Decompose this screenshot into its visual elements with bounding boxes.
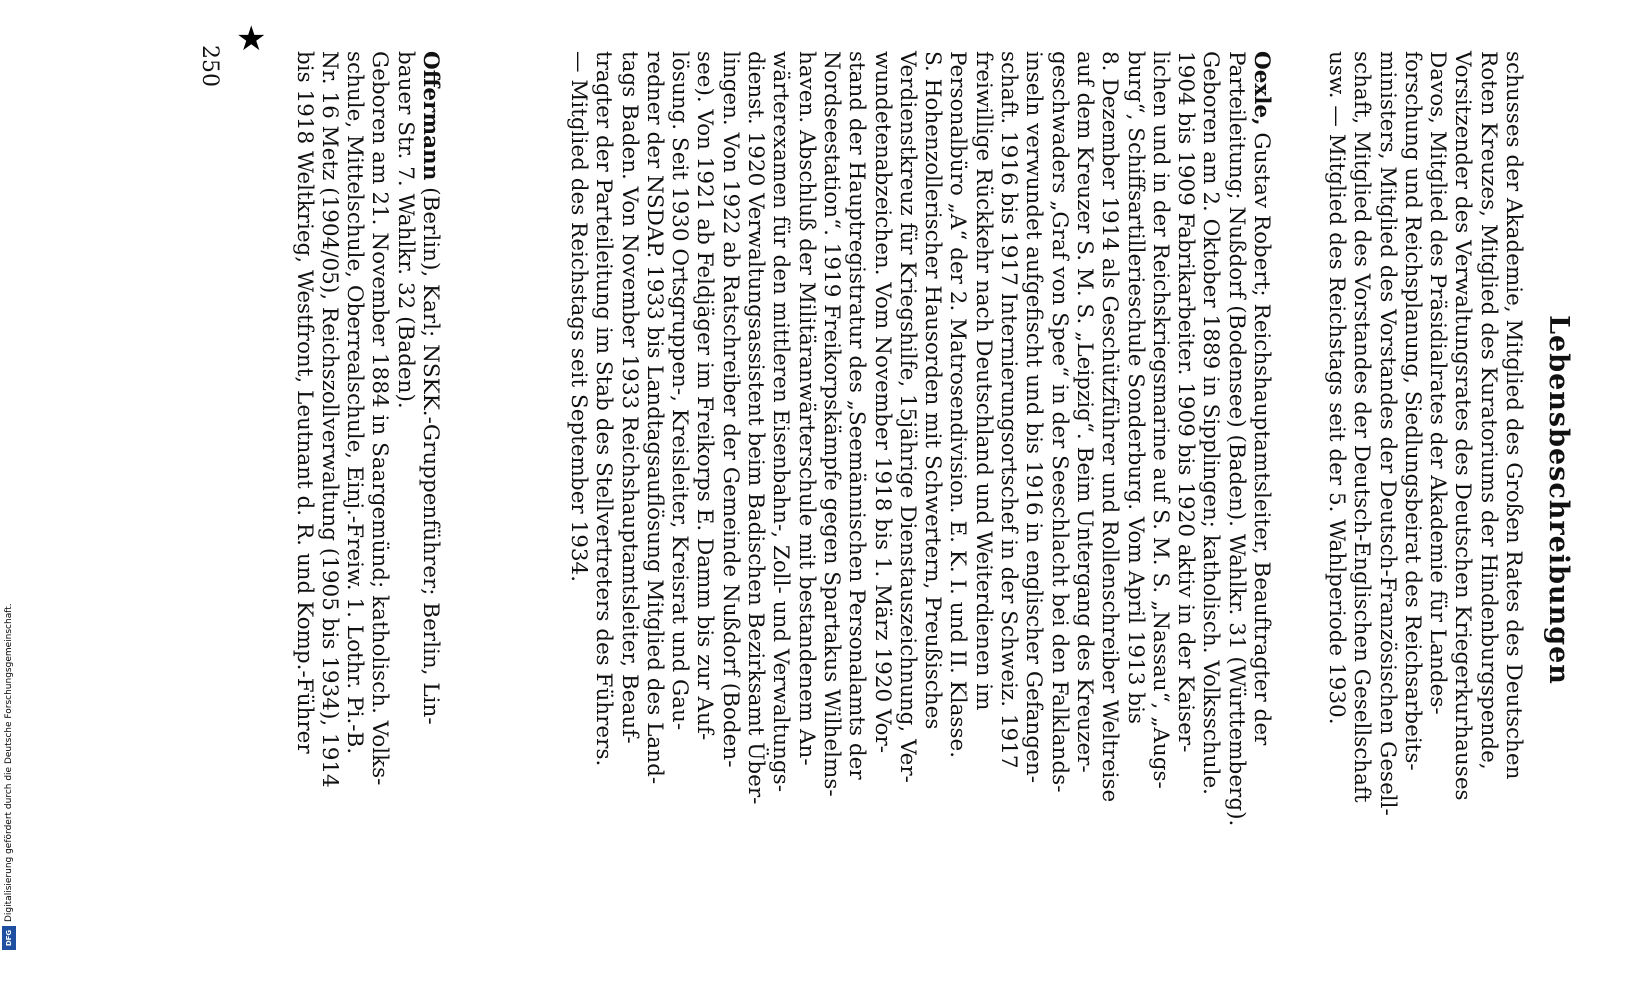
dfg-logo-text: DFG [5,929,13,947]
star-icon: ★ [236,19,267,59]
digitization-note-text: Digitalisierung gefördert durch die Deutsche Forschungsgemeinschaft. [4,603,14,922]
entry-text [1324,51,1526,951]
entry-name: Oexle, [1249,51,1274,126]
entry-continuation [1324,51,1526,951]
entry-body: Gustav Robert; Reichshauptamtsleiter, Beauftragter der Parteileitung; Nußdorf (Bodensee) (Baden). Wahlkr. 31 (Württemberg). Geboren am 2. Oktober 1889 in Sipplingen; katholisch. Volksschule. 1904 bis 1909 Fabrikarbeiter. 1909 bis 1920 aktiv in der Kaiser- lichen und in der Reichskriegsmarine auf S. M. S. „Nassau“, „Augs- burg“, Schiffsartillerieschule Sonderburg. Vom April 1913 bis 8. Dezember 1914 als Geschützführer und Rollenschreiber Weltreise auf dem Kreuzer S. M. S. „Leipzig“. Beim Untergang des Kreuzer- geschwaders „Graf von Spee“ in der Seeschlacht bei den Falklands- inseln verwundet aufgefischt und bis 1916 in englischer Gefangen- schaft. 1916 bis 1917 Internierungsortschef in der Schweiz. 1917 freiwillige Rückkehr nach Deutschland und Weiterdienen im Personalbüro „A“ der 2. Matrosendivision. E. K. I. und II. Klasse. S. Hohenzollerischer Hausorden mit Schwertern, Preußisches Verdienstkreuz für Kriegshilfe, 15jährige Dienstauszeichnung, Ver- wundetenabzeichen. Vom November 1918 bis 1. März 1920 Vor- stand der Hauptregistratur des „Seemännischen Personalamts der Nordseestation“. 1919 Freikorpskämpfe gegen Spartakus Wilhelms- haven. Abschluß der Militäranwärterschule mit bestandenem An- wärterexamen für den mittleren Eisenbahn-, Zoll- und Verwaltungs- dienst. 1920 Verwaltungsassistent beim Badischen Bezirksamt Über- lingen. Von 1922 ab Ratschreiber der Gemeinde Nußdorf (Boden- see). Von 1921 ab Feldjäger im Freikorps E. Damm bis zur Auf- lösung. Seit 1930 Ortsgruppen-, Kreisleiter, Kreisrat und Gau- redner der NSDAP. 1933 bis Landtagsauflösung Mitglied des Land- tags Baden. Von November 1933 Reichshauptamtsleiter, Beauf- tragter der Parteileitung im Stab des Stellvertreters des Führers. — Mitglied des Reichstags seit September 1934. [565,51,1274,827]
entry-name: Offermann [418,51,443,181]
entry-body: (Berlin), Karl; NSKK.-Gruppenführer; Berlin, Lin- bauer Str. 7. Wahlkr. 32 (Baden). Geboren am 21. November 1884 in Saargemünd; katholisch. Volks- schule, Mittelschule, Oberrealschule, Einj.-Freiw. 1. Lothr. Pi.-B. Nr. 16 Metz (1904/05), Reichszollverwaltung (1905 bis 1934), 1914 bis 1918 Weltkrieg, Westfront, Leutnant d. R. und Komp.-Führer [291,51,443,788]
entry-offermann [291,51,443,951]
document-page [62,45,1582,955]
entry-text [291,51,443,951]
entry-text [566,51,1274,951]
digitization-note [2,582,16,952]
page-number: 250 [197,45,222,87]
entry-body: schusses der Akademie, Mitglied des Großen Rates des Deutschen Roten Kreuzes, Mitglied des Kuratoriums der Hindenburgspende, Vorsitzender des Verwaltungsrates des Deutschen Kriegerkurhauses Davos, Mitglied des Präsidialrates der Akademie für Landes- forschung und Reichsplanung, Siedlungsbeirat des Reichsarbeits- ministers, Mitglied des Vorstandes der Deutsch-Französischen Gesell- schaft, Mitglied des Vorstandes der Deutsch-Englischen Gesellschaft usw. — Mitglied des Reichstags seit der 5. Wahlperiode 1930. [1323,51,1526,816]
page-heading: Lebensbeschreibungen [1543,315,1574,685]
dfg-logo [2,926,16,950]
entry-oexle [566,51,1274,951]
